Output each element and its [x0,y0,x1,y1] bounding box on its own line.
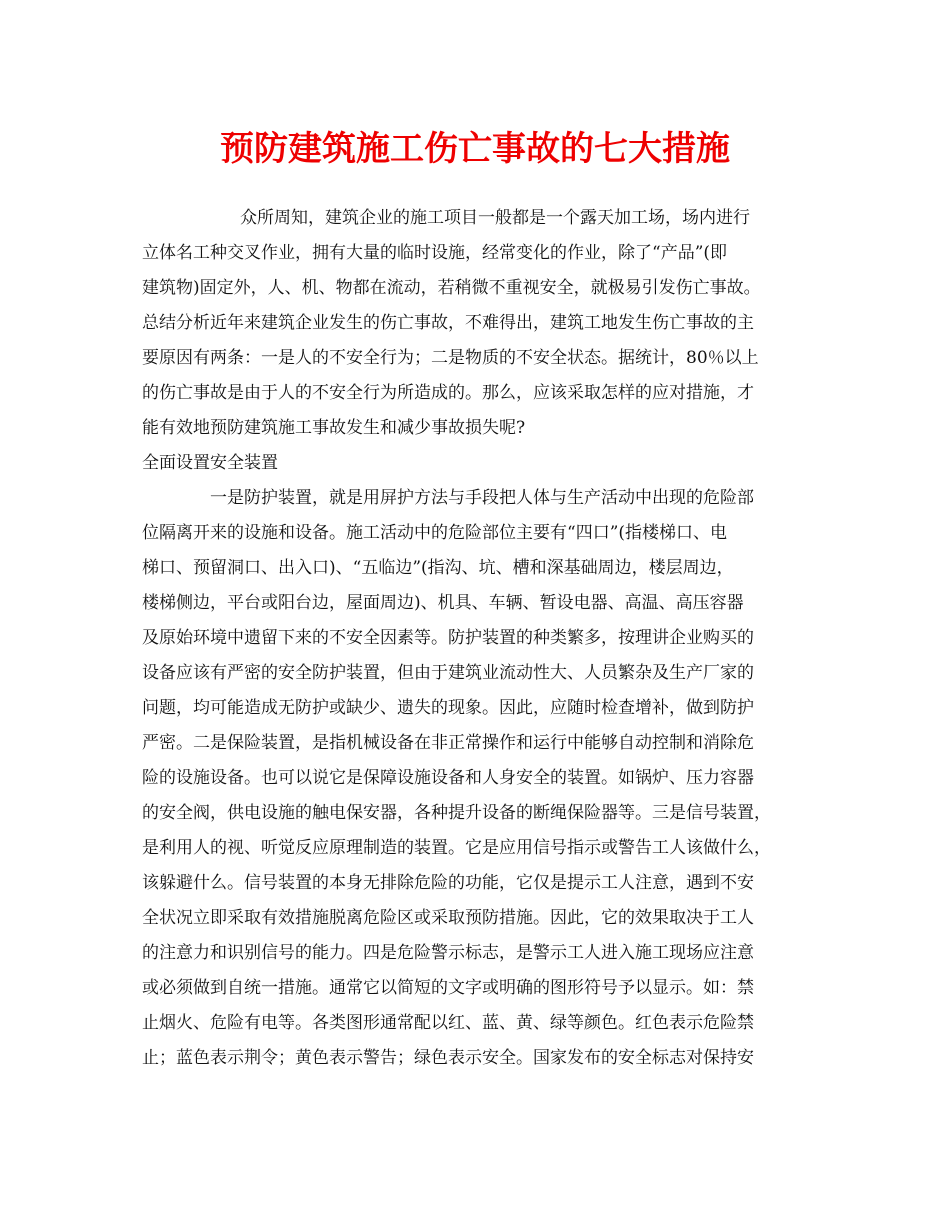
paragraph-line: 梯口、预留洞口、出入口)、“五临边”(指沟、坑、槽和深基础周边，楼层周边， [142,558,734,578]
paragraph-line: 问题，均可能造成无防护或缺少、遗失的现象。因此，应随时检查增补，做到防护 [142,698,754,718]
paragraph-line: 是利用人的视、听觉反应原理制造的装置。它是应用信号指示或警告工人该做什么， [142,838,771,858]
paragraph-line: 众所周知，建筑企业的施工项目一般都是一个露天加工场，场内进行 [240,208,750,228]
paragraph-line: 要原因有两条：一是人的不安全行为；二是物质的不安全状态。据统计，80％以上 [142,348,759,368]
paragraph-line: 能有效地预防建筑施工事故发生和减少事故损失呢? [142,418,526,438]
paragraph-line: 设备应该有严密的安全防护装置，但由于建筑业流动性大、人员繁杂及生产厂家的 [142,663,754,683]
paragraph-line: 立体名工种交叉作业，拥有大量的临时设施，经常变化的作业，除了“产品”(即 [142,243,728,263]
paragraph-line: 该躲避什么。信号装置的本身无排除危险的功能，它仅是提示工人注意，遇到不安 [142,873,754,893]
section-heading: 全面设置安全装置 [142,453,278,473]
paragraph-line: 的伤亡事故是由于人的不安全行为所造成的。那么，应该采取怎样的应对措施，才 [142,383,754,403]
paragraph-line: 的安全阀，供电设施的触电保安器，各种提升设备的断绳保险器等。三是信号装置， [142,803,771,823]
paragraph-line: 总结分析近年来建筑企业发生的伤亡事故，不难得出，建筑工地发生伤亡事故的主 [142,313,754,333]
paragraph-line: 的注意力和识别信号的能力。四是危险警示标志，是警示工人进入施工现场应注意 [142,943,754,963]
paragraph-line: 建筑物)固定外，人、机、物都在流动，若稍微不重视安全，就极易引发伤亡事故。 [142,278,761,298]
paragraph-line: 一是防护装置，就是用屏护方法与手段把人体与生产活动中出现的危险部 [210,488,754,508]
document-title: 预防建筑施工伤亡事故的七大措施 [220,129,730,169]
paragraph-line: 严密。二是保险装置，是指机械设备在非正常操作和运行中能够自动控制和消除危 [142,733,754,753]
paragraph-line: 止烟火、危险有电等。各类图形通常配以红、蓝、黄、绿等颜色。红色表示危险禁 [142,1013,754,1033]
paragraph-line: 或必须做到自统一措施。通常它以简短的文字或明确的图形符号予以显示。如：禁 [142,978,754,998]
paragraph-line: 险的设施设备。也可以说它是保障设施设备和人身安全的装置。如锅炉、压力容器 [142,768,754,788]
paragraph-line: 位隔离开来的设施和设备。施工活动中的危险部位主要有“四口”(指楼梯口、电 [142,523,728,543]
paragraph-line: 全状况立即采取有效措施脱离危险区或采取预防措施。因此，它的效果取决于工人 [142,908,754,928]
paragraph-line: 止；蓝色表示荆令；黄色表示警告；绿色表示安全。国家发布的安全标志对保持安 [142,1048,754,1068]
paragraph-line: 楼梯侧边，平台或阳台边，屋面周边)、机具、车辆、暂设电器、高温、高压容器 [142,593,744,613]
paragraph-line: 及原始环境中遗留下来的不安全因素等。防护装置的种类繁多，按理讲企业购买的 [142,628,754,648]
